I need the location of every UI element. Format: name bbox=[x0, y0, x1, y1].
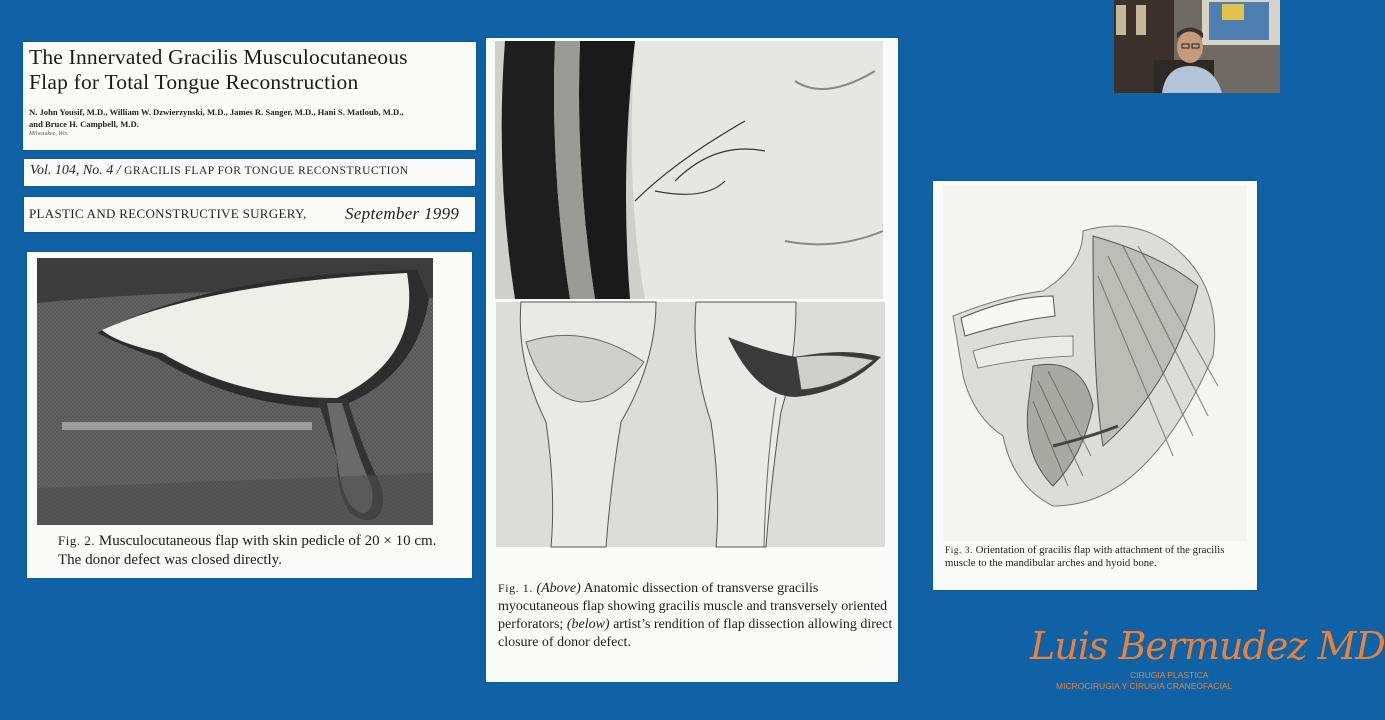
article-authors: N. John Yousif, M.D., William W. Dzwierzynski, M.D., James R. Sanger, M.D., Hani S. Matloub, M.D., and Bruce H. Campbell, M.D. bbox=[29, 107, 404, 129]
logo-line-2: MICROCIRUGIA Y CIRUGIA CRANEOFACIAL bbox=[1056, 681, 1233, 691]
journal-name: PLASTIC AND RECONSTRUCTIVE SURGERY, bbox=[29, 206, 307, 221]
figure-1-below-drawing bbox=[496, 302, 885, 547]
figure-2-card bbox=[27, 252, 472, 578]
figure-1-above-photo bbox=[495, 41, 883, 299]
figure-3-label: Fig. 3. bbox=[945, 545, 973, 555]
figure-2-photo bbox=[37, 258, 433, 525]
figure-1-label: Fig. 1. bbox=[498, 581, 533, 595]
section-title: GRACILIS FLAP FOR TONGUE RECONSTRUCTION bbox=[124, 165, 409, 177]
journal-date: September 1999 bbox=[345, 204, 460, 223]
figure-3-card bbox=[933, 181, 1257, 590]
figure-3-drawing bbox=[943, 186, 1247, 541]
volume-label: Vol. 104, No. 4 / bbox=[30, 163, 121, 178]
figure-1-card bbox=[486, 38, 898, 682]
logo-signature: Luis Bermudez MD bbox=[1030, 624, 1385, 668]
journal-citation bbox=[24, 197, 475, 232]
figure-1-caption: Fig. 1. (Above) Anatomic dissection of transverse gracilis myocutaneous flap showing gracilis muscle and transversely oriented perforators; (below) artist’s rendition of flap dissection allowing direct closure of donor defect. bbox=[498, 581, 893, 650]
presenter-webcam bbox=[1114, 0, 1280, 93]
figure-2-text: Musculocutaneous flap with skin pedicle of 20 × 10 cm. The donor defect was closed directly. bbox=[58, 533, 437, 568]
article-title: The Innervated Gracilis Musculocutaneous Flap for Total Tongue Reconstruction bbox=[29, 45, 408, 94]
presenter-video bbox=[1114, 0, 1280, 93]
figure-3-text: Orientation of gracilis flap with attachment of the gracilis muscle to the mandibular arches and hyoid bone. bbox=[945, 544, 1225, 569]
running-head bbox=[24, 159, 475, 186]
logo-line-1: CIRUGIA PLASTICA bbox=[1130, 670, 1209, 680]
article-title-card bbox=[23, 42, 476, 150]
figure-3-caption bbox=[945, 544, 1250, 570]
figure-2-caption bbox=[58, 532, 458, 570]
presenter-logo bbox=[1030, 624, 1385, 694]
figure-2-label: Fig. 2. bbox=[58, 534, 96, 548]
author-location: Milwaukee, Wis. bbox=[29, 131, 69, 137]
